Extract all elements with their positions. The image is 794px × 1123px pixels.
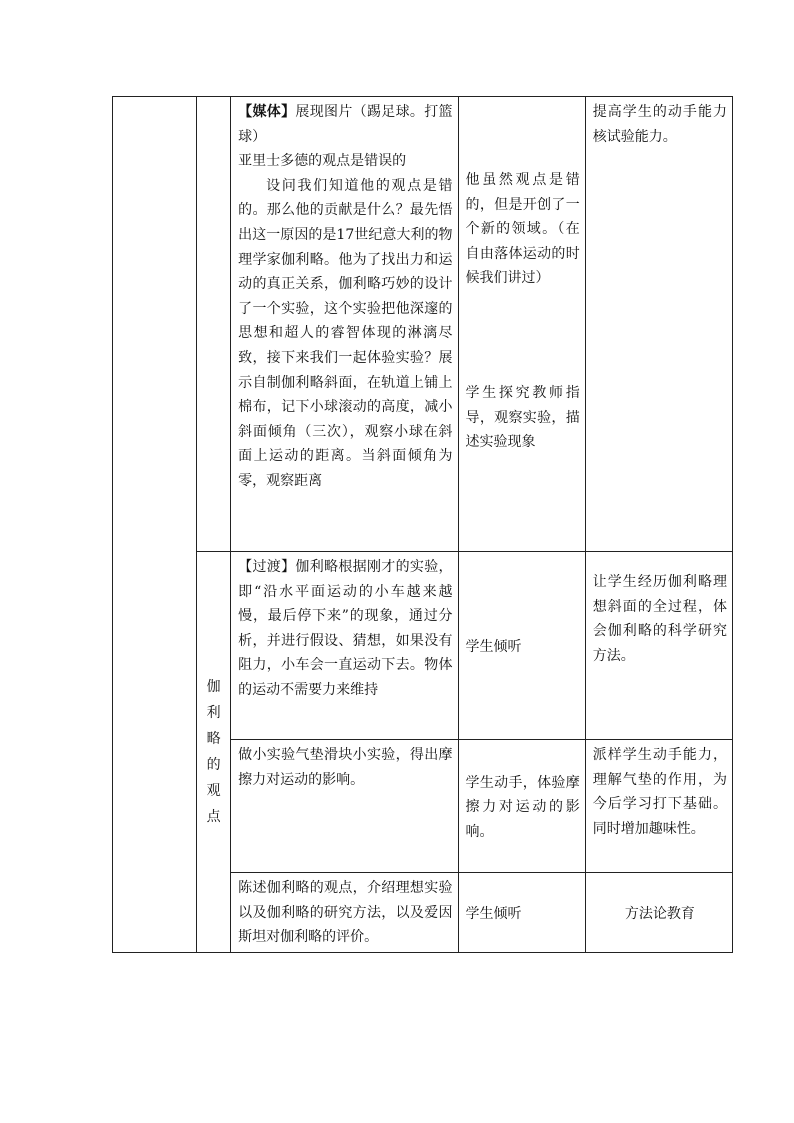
table-row bbox=[113, 97, 733, 552]
student-activity-cell bbox=[458, 97, 585, 552]
transition-tag: 【过渡】 bbox=[238, 559, 296, 575]
intent-cell bbox=[585, 97, 732, 552]
table-row bbox=[113, 552, 733, 740]
transition-body: 伽利略根据刚才的实验，即“沿水平面运动的小车越来越慢，最后停下来”的现象，通过分析，并进行假设、猜想，如果没有阻力，小车会一直运动下去。物体的运动不需要力来维持 bbox=[238, 559, 453, 698]
student-activity-cell bbox=[458, 873, 585, 953]
student-text: 学生倾听 bbox=[465, 638, 522, 655]
student-text: 学生动手，体验摩擦力对运动的影响。 bbox=[465, 774, 580, 840]
intent-cell bbox=[585, 552, 732, 740]
section-label-cell bbox=[197, 552, 231, 953]
stage-cell bbox=[113, 97, 197, 953]
teacher-text: 陈述伽利略的观点，介绍理想实验以及伽利略的研究方法，以及爱因斯坦对伽利略的评价。 bbox=[238, 880, 453, 946]
teacher-activity-cell bbox=[231, 740, 458, 873]
teacher-activity-cell bbox=[231, 873, 458, 953]
teacher-activity-cell bbox=[231, 97, 458, 552]
student-text: 学生倾听 bbox=[465, 905, 522, 922]
teacher-text: 做小实验气垫滑块小实验，得出摩擦力对运动的影响。 bbox=[238, 747, 453, 788]
intent-text: 派样学生动手能力，理解气垫的作用，为今后学习打下基础。同时增加趣味性。 bbox=[592, 747, 727, 837]
intent-text: 让学生经历伽利略理想斜面的全过程，体会伽利略的科学研究方法。 bbox=[592, 574, 727, 664]
teacher-activity-cell bbox=[231, 552, 458, 740]
media-tag: 【媒体】 bbox=[238, 104, 296, 120]
intent-text: 提高学生的动手能力核试验能力。 bbox=[592, 104, 727, 145]
section-cell-empty bbox=[197, 97, 231, 552]
media-lead: 展现图片（踢足球。打篮球） bbox=[238, 104, 453, 145]
student-text-b: 学生探究教师指导，观察实验，描述实验现象 bbox=[465, 384, 580, 451]
intent-text: 方法论教育 bbox=[624, 905, 695, 922]
intent-cell bbox=[585, 740, 732, 873]
teacher-paragraph: 设问我们知道他的观点是错的。那么他的贡献是什么？最先悟出这一原因的是17世纪意大利的物理学家伽利略。他为了找出力和运动的真正关系，伽利略巧妙的设计了一个实验，这个实验把他深邃的思想和超人的睿智体现的淋漓尽致，接下来我们一起体验实验？展示自制伽利略斜面，在轨道上铺上棉布，记下小球滚动的高度，减小斜面倾角（三次），观察小球在斜面上运动的距离。当斜面倾角为零，观察距离 bbox=[238, 177, 453, 489]
student-activity-cell bbox=[458, 552, 585, 740]
section-label: 伽利略的观点 bbox=[206, 679, 221, 825]
lesson-plan-table bbox=[112, 96, 733, 953]
statement-line: 亚里士多德的观点是错误的 bbox=[238, 153, 407, 170]
student-text-a: 他虽然观点是错的，但是开创了一个新的领域。（在自由落体运动的时候我们讲过） bbox=[465, 172, 580, 287]
student-activity-cell bbox=[458, 740, 585, 873]
intent-cell bbox=[585, 873, 732, 953]
